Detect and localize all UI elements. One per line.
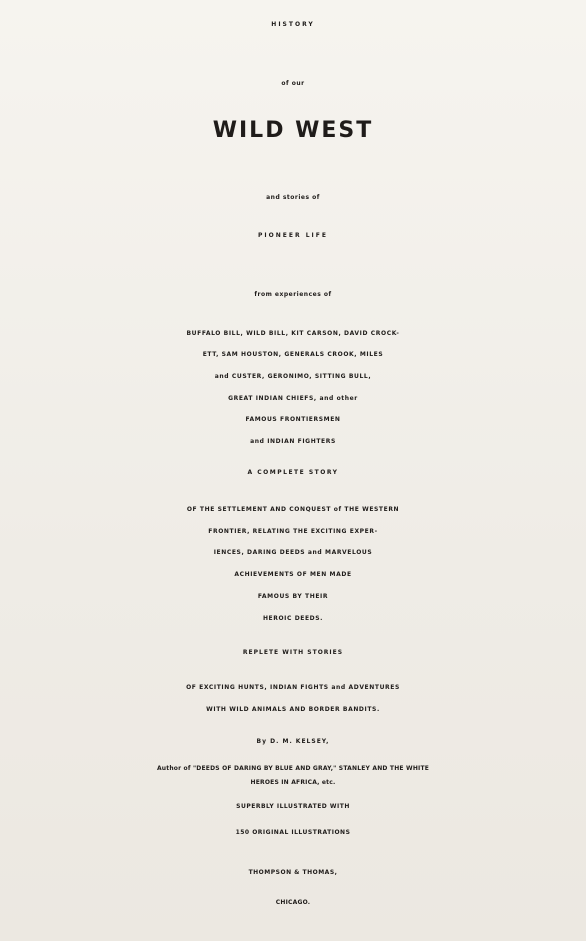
names-line-6: and INDIAN FIGHTERS <box>250 438 336 445</box>
publisher-city: CHICAGO. <box>275 899 311 906</box>
title-and-stories-of: and stories of <box>266 194 320 201</box>
names-line-5: FAMOUS FRONTIERSMEN <box>245 416 341 423</box>
settlement-line-2: FRONTIER, RELATING THE EXCITING EXPER- <box>208 528 378 535</box>
settlement-line-1: OF THE SETTLEMENT AND CONQUEST of THE WESTERN <box>186 506 400 513</box>
title-from-experiences-of: from experiences of <box>254 291 332 298</box>
settlement-line-4: ACHIEVEMENTS OF MEN MADE <box>234 571 352 578</box>
illustrated-line: SUPERBLY ILLUSTRATED WITH <box>236 803 350 810</box>
title-pioneer-life: PIONEER LIFE <box>258 232 328 239</box>
settlement-line-6: HEROIC DEEDS. <box>262 615 324 622</box>
author-by-line: By D. M. KELSEY, <box>256 738 330 745</box>
replete-heading: REPLETE WITH STORIES <box>242 649 344 656</box>
settlement-line-3: IENCES, DARING DEEDS and MARVELOUS <box>213 549 373 556</box>
illustrations-heading: 150 ORIGINAL ILLUSTRATIONS <box>235 829 351 836</box>
names-line-3: and CUSTER, GERONIMO, SITTING BULL, <box>214 373 372 380</box>
complete-story-heading: A COMPLETE STORY <box>247 469 339 476</box>
title-wild-west: WILD WEST <box>212 118 374 143</box>
settlement-line-5: FAMOUS BY THEIR <box>257 593 329 600</box>
title-history: HISTORY <box>271 21 315 28</box>
names-line-1: BUFFALO BILL, WILD BILL, KIT CARSON, DAVID CROCK- <box>186 330 400 337</box>
names-line-4: GREAT INDIAN CHIEFS, and other <box>228 395 358 402</box>
exciting-line-2: WITH WILD ANIMALS AND BORDER BANDITS. <box>206 706 380 713</box>
publisher-name: THOMPSON & THOMAS, <box>248 869 338 876</box>
title-of-our: of our <box>281 80 305 87</box>
author-credits-line-1: Author of "DEEDS OF DARING BY BLUE AND GRAY," STANLEY AND THE WHITE <box>156 765 430 772</box>
exciting-line-1: OF EXCITING HUNTS, INDIAN FIGHTS and ADVENTURES <box>186 684 400 691</box>
author-credits-line-2: HEROES IN AFRICA, etc. <box>250 779 336 786</box>
names-line-2: ETT, SAM HOUSTON, GENERALS CROOK, MILES <box>202 351 384 358</box>
